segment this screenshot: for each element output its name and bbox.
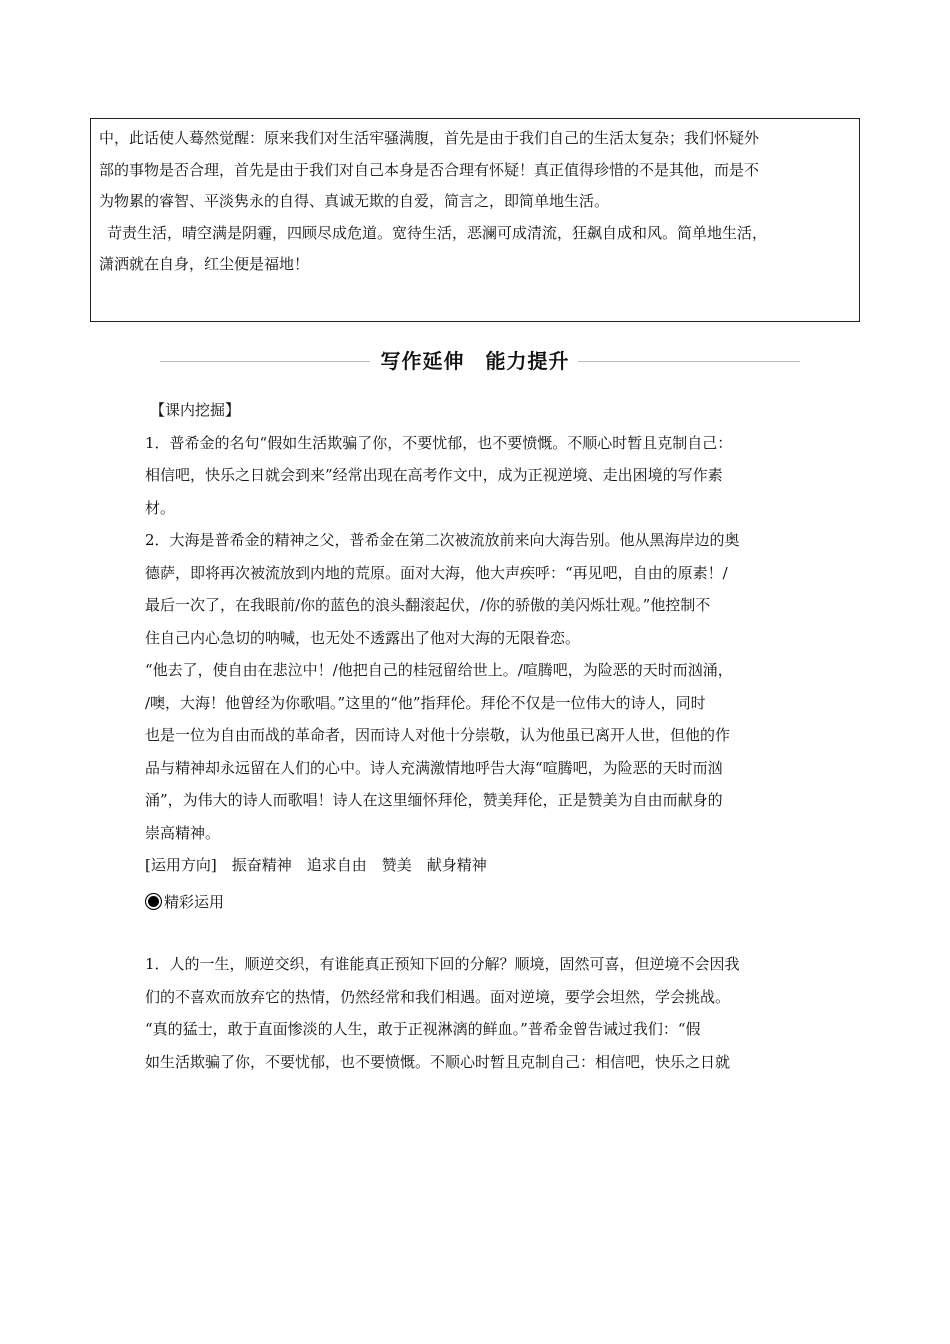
paragraph-line: 如生活欺骗了你，不要忧郁，也不要愤慨。不顺心时暂且克制自己：相信吧，快乐之日就 [145, 1052, 731, 1071]
paragraph-line: 也是一位为自由而战的革命者，因而诗人对他十分崇敬，认为他虽已离开人世，但他的作 [145, 726, 731, 744]
jingcai-heading [145, 886, 815, 919]
main-content [145, 394, 815, 1078]
paragraph-line: 1．人的一生，顺逆交织，有谁能真正预知下回的分解？顺境，固然可喜，但逆境不会因我 [145, 955, 740, 973]
paragraph-line: “他去了，使自由在悲泣中！/他把自己的桂冠留给世上。/喧腾吧，为险恶的天时而汹涌， [145, 661, 733, 679]
bullet-circle-icon [145, 893, 162, 910]
essay-line: 部的事物是否合理，首先是由于我们对自己本身是否合理有怀疑！真正值得珍惜的不是其他，而是不 [99, 160, 760, 179]
paragraph-line: 2．大海是普希金的精神之父，普希金在第二次被流放前来向大海告别。他从黑海岸边的奥 [145, 531, 740, 549]
paragraph-line: 崇高精神。 [145, 823, 221, 842]
section-header [160, 346, 800, 376]
paragraph-line: 品与精神却永远留在人们的心中。诗人充满激情地呼告大海“喧腾吧，为险恶的天时而汹 [145, 758, 723, 777]
essay-line: 潇洒就在自身，红尘便是福地！ [99, 255, 310, 273]
divider-line-left [160, 361, 370, 362]
jingcai-label: 精彩运用 [164, 892, 225, 911]
usage-direction: [运用方向] 振奋精神 追求自由 赞美 献身精神 [145, 856, 487, 874]
paragraph-line: /噢，大海！他曾经为你歌唱。”这里的“他”指拜伦。拜伦不仅是一位伟大的诗人，同时 [145, 693, 706, 712]
paragraph-line: 相信吧，快乐之日就会到来”经常出现在高考作文中，成为正视逆境、走出困境的写作素 [145, 466, 723, 484]
paragraph-line: “真的猛士，敢于直面惨淡的人生，敢于正视淋漓的鲜血。”普希金曾告诫过我们：“假 [145, 1020, 701, 1038]
essay-line: 苛责生活，晴空满是阴霾，四顾尽成危道。宽待生活，恶澜可成清流，狂飙自成和风。简单地生活， [107, 223, 768, 242]
paragraph-line: 涌”，为伟大的诗人而歌唱！诗人在这里缅怀拜伦，赞美拜伦，正是赞美为自由而献身的 [145, 791, 723, 809]
paragraph-line: 住自己内心急切的呐喊，也无处不透露出了他对大海的无限眷恋。 [145, 628, 581, 647]
paragraph-line: 最后一次了，在我眼前/你的蓝色的浪头翻滚起伏，/你的骄傲的美闪烁壮观。”他控制不 [145, 596, 711, 614]
paragraph-line: 们的不喜欢而放弃它的热情，仍然经常和我们相遇。面对逆境，要学会坦然，学会挑战。 [145, 987, 731, 1006]
paragraph-line: 1．普希金的名句“假如生活欺骗了你，不要忧郁，也不要愤慨。不顺心时暂且克制自己： [145, 433, 733, 452]
paragraph-line: 材。 [145, 498, 176, 517]
essay-line: 中，此话使人蓦然觉醒：原来我们对生活牢骚满腹，首先是由于我们自己的生活太复杂；我们怀疑外 [99, 129, 760, 147]
section-title: 写作延伸 能力提升 [380, 349, 570, 373]
quoted-essay-box [90, 118, 860, 322]
essay-line: 为物累的睿智、平淡隽永的自得、真诚无欺的自爱，简言之，即简单地生活。 [99, 192, 610, 210]
ketang-label: 【课内挖掘】 [150, 401, 241, 419]
divider-line-right [578, 361, 800, 362]
paragraph-line: 德萨，即将再次被流放到内地的荒原。面对大海，他大声疾呼：“再见吧，自由的原素！/ [145, 563, 728, 582]
